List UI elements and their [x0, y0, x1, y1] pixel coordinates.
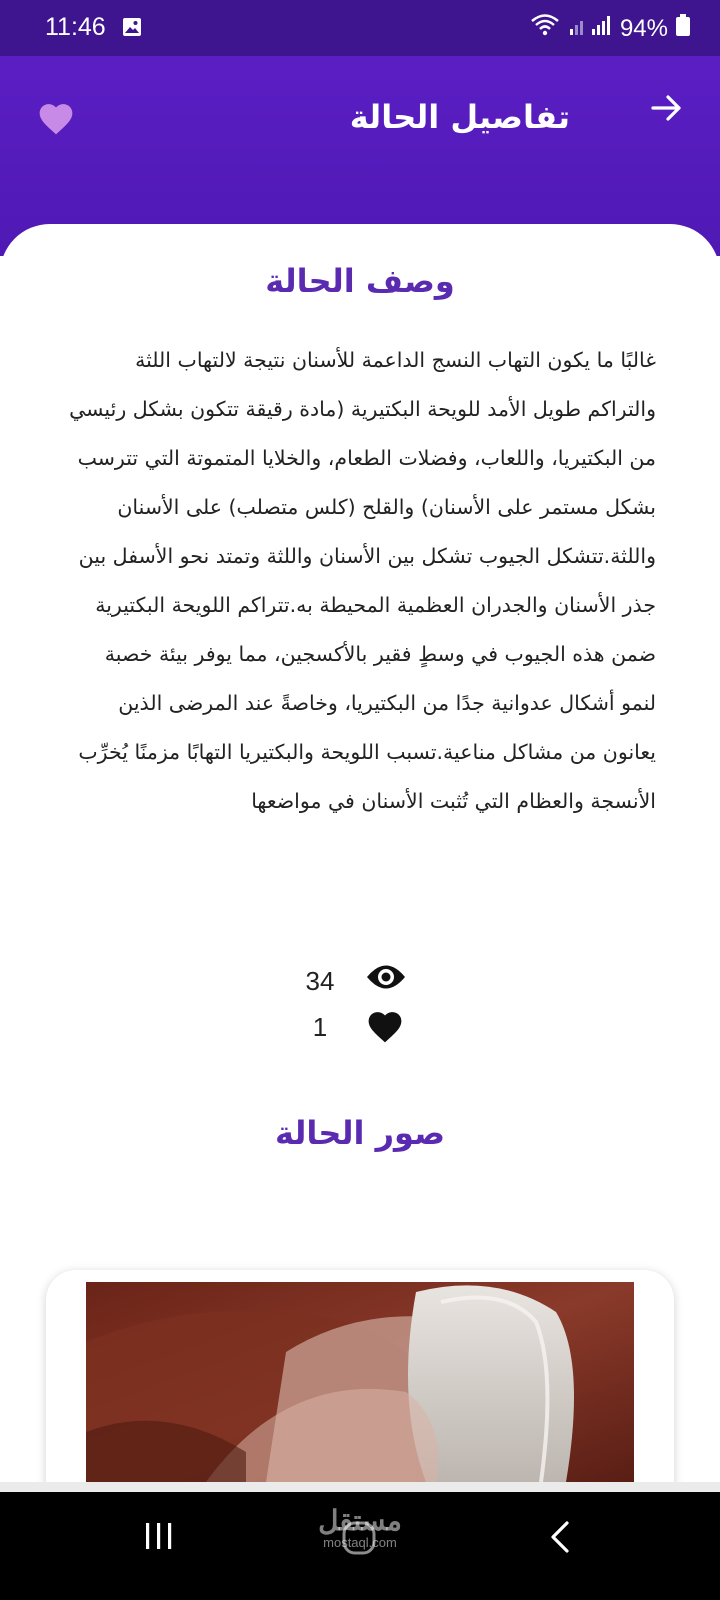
gallery-icon [122, 17, 142, 41]
description-title: وصف الحالة [265, 262, 455, 300]
description-text: غالبًا ما يكون التهاب النسج الداعمة للأسنان نتيجة لالتهاب اللثة والتراكم طويل الأمد للويحة البكتيرية (مادة رقيقة تتكون بشكل رئيسي من البكتيريا، واللعاب، وفضلات الطعام، والخلايا المتموتة التي تترسب بشكل مستمر على الأسنان) والقلح (كلس متصلب) على الأسنان واللثة.تتشكل الجيوب تشكل بين الأسنان واللثة وتمتد نحو الأسفل بين جذر الأسنان والجدران العظمية المحيطة به.تتراكم اللويحة البكتيرية ضمن هذه الجيوب في وسطٍ فقير بالأكسجين، مما يوفر بيئة خصبة لنمو أشكال عدوانية جدًا من البكتيريا، وخاصةً عند المرضى الذين يعانون من مشاكل مناعية.تسبب اللويحة والبكتيريا التهابًا مزمنًا يُخرِّب الأنسجة والعظام التي تُثبت الأسنان في مواضعها [69, 348, 656, 813]
likes-row [300, 1008, 420, 1054]
home-icon[interactable] [341, 1520, 377, 1560]
images-title: صور الحالة [274, 1114, 446, 1152]
views-count: 34 [305, 966, 335, 996]
case-photo[interactable] [86, 1282, 634, 1482]
favorite-heart-icon[interactable] [36, 100, 76, 140]
case-stats [300, 962, 420, 1054]
status-icons [530, 13, 690, 44]
chevron-left-icon[interactable] [548, 1520, 572, 1558]
arrow-right-icon[interactable] [650, 92, 684, 128]
likes-count: 1 [312, 1012, 328, 1042]
battery-icon [676, 14, 690, 43]
content-card [0, 224, 720, 1484]
recents-icon[interactable] [143, 1520, 175, 1556]
views-row [300, 962, 420, 1008]
wifi-icon [530, 13, 560, 44]
eye-icon [365, 962, 407, 996]
watermark-latin: mostaql.com [323, 1535, 397, 1550]
battery-percent: 94% [619, 14, 668, 42]
case-image-card[interactable] [46, 1270, 674, 1510]
signal-icon [568, 13, 612, 44]
system-nav-bar [0, 1492, 720, 1600]
bottom-divider [0, 1482, 720, 1492]
page-title: تفاصيل الحالة [349, 98, 570, 136]
status-time: 11:46 [45, 13, 106, 41]
status-bar [0, 0, 720, 56]
heart-icon [365, 1008, 405, 1048]
watermark-arabic: مستقل [318, 1505, 402, 1536]
